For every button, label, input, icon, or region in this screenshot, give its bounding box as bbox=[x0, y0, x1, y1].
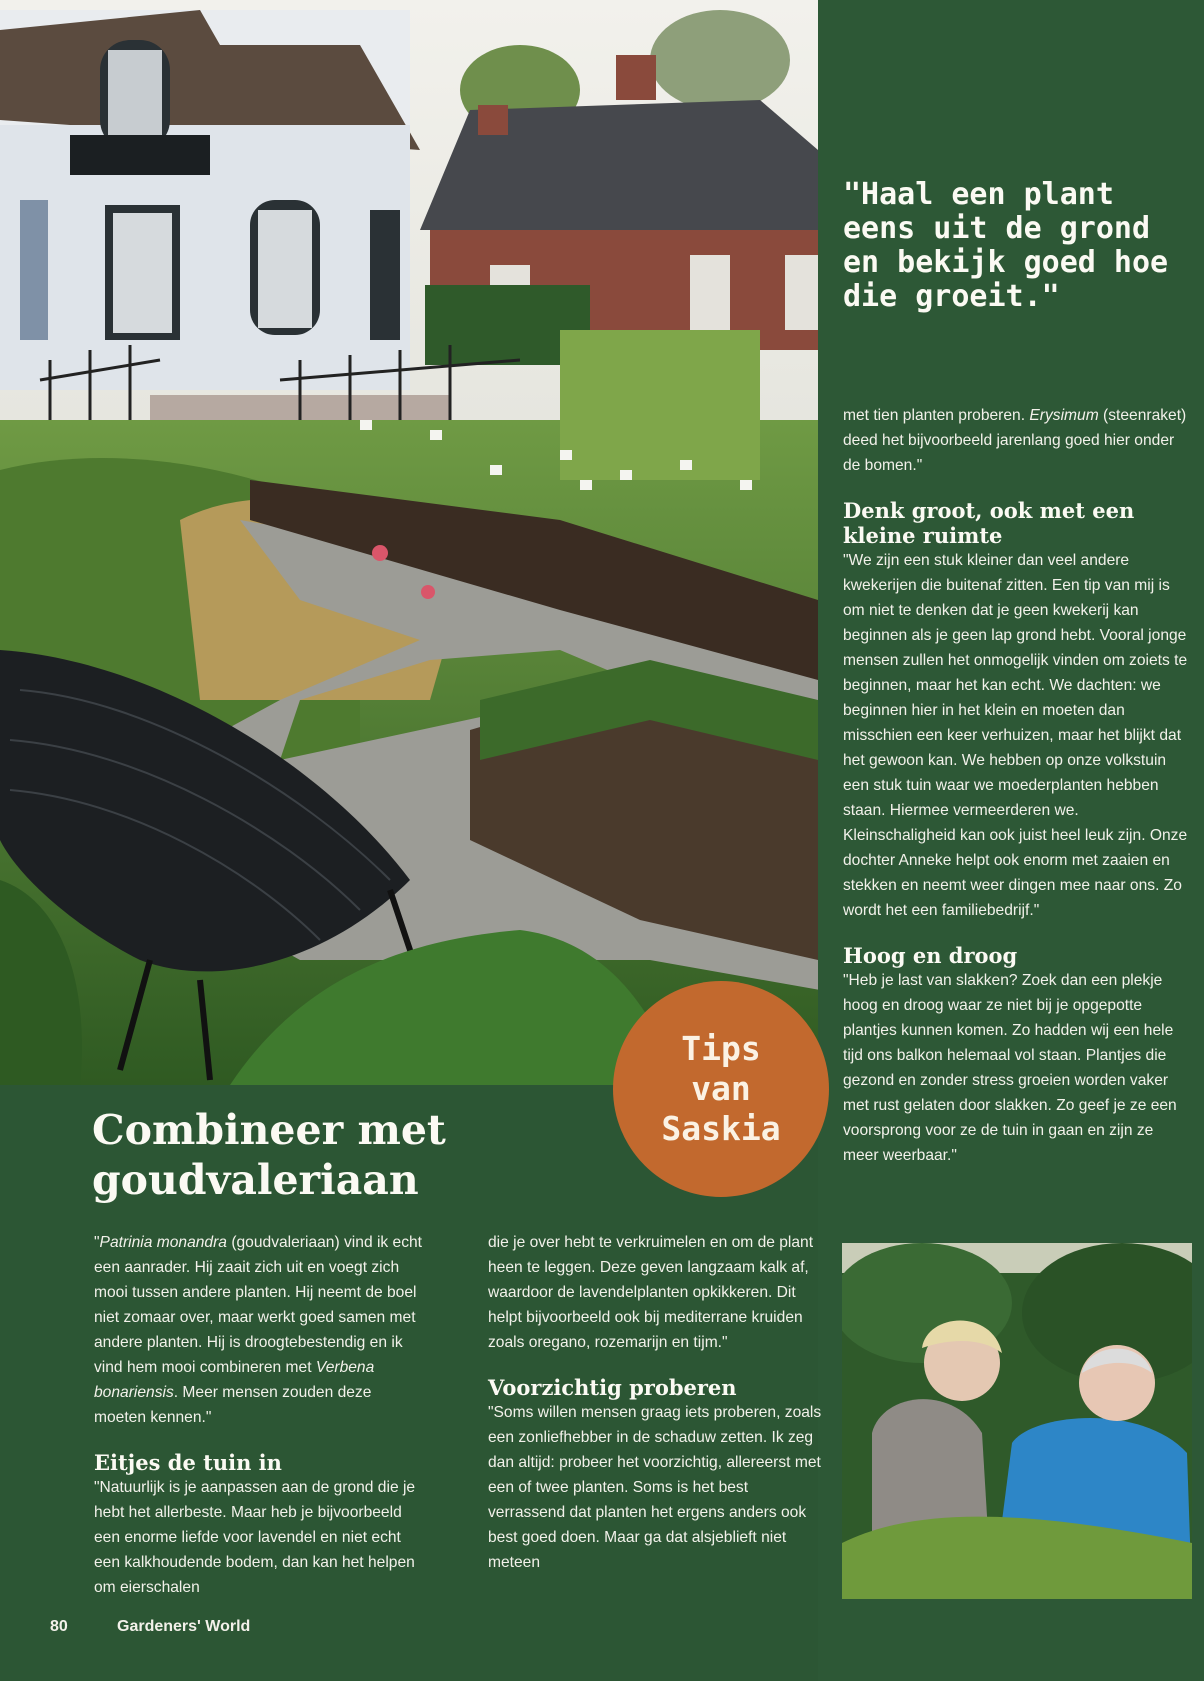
tips-badge bbox=[613, 981, 829, 1197]
garden-photo bbox=[0, 0, 818, 1085]
section-body-eitjes: "Natuurlijk is je aanpassen aan de grond die je hebt het allerbeste. Maar heb je bijvoorbeeld een enorme liefde voor lavendel en niet echt een kalkhoudende bodem, dan kan het helpen om eierschalen bbox=[94, 1479, 416, 1596]
right-intro-text: met tien planten proberen. Erysimum (steenraket) deed het bijvoorbeeld jarenlang goed hier onder de bomen." bbox=[843, 407, 1187, 474]
section-heading-hoog-en-droog: Hoog en droog bbox=[843, 943, 1018, 968]
article-headline: Combineer met goudvaleriaan bbox=[92, 1106, 446, 1204]
left-intro-text: "Patrinia monandra (goudvaleriaan) vind ik echt een aanrader. Hij zaait zich uit en voegt zich mooi tussen andere planten. Hij neemt de boel niet zomaar over, maar werkt goed samen met andere planten. Hij is droogtebestendig en ik vind hem mooi combineren met Verbena bonariensis. Meer mensen zouden deze moeten kennen." bbox=[94, 1234, 423, 1426]
section-heading-eitjes: Eitjes de tuin in bbox=[94, 1450, 282, 1475]
middle-column bbox=[488, 1230, 822, 1575]
tips-badge-text: Tips van Saskia bbox=[661, 1029, 781, 1148]
magazine-name: Gardeners' World bbox=[117, 1618, 251, 1635]
section-heading-voorzichtig: Voorzichtig proberen bbox=[488, 1375, 737, 1400]
section-heading-denk-groot: Denk groot, ook met een kleine ruimte bbox=[843, 498, 1135, 548]
right-column bbox=[843, 403, 1191, 1168]
garden-photo-illustration bbox=[0, 0, 818, 1085]
middle-intro-text: die je over hebt te verkruimelen en om de plant heen te leggen. Deze geven langzaam kalk af, waardoor de lavendelplanten opkikkeren. Dit helpt bijvoorbeeld ook bij mediterrane kruiden zoals oregano, rozemarijn en tijm." bbox=[488, 1234, 814, 1351]
conversation-photo bbox=[842, 1243, 1192, 1599]
page-number: 80 bbox=[50, 1618, 68, 1635]
section-body-voorzichtig: "Soms willen mensen graag iets proberen, zoals een zonliefhebber in de schaduw zetten. Ik zeg dan altijd: probeer het voorzichtig, allereerst met een of twee planten. Soms is het best verrassend dat planten het ergens anders ook best goed doen. Maar ga dat alsjeblieft niet meteen bbox=[488, 1404, 822, 1571]
section-body-denk-groot: "We zijn een stuk kleiner dan veel andere kwekerijen die buitenaf zitten. Een tip van mij is om niet te denken dat je geen kwekerij kan beginnen als je geen lap grond hebt. Vooral jonge mensen zullen het onmogelijk vinden om zoiets te beginnen, maar het kan echt. We dachten: we beginnen hier in het klein en moeten dan misschien een keer verhuizen, maar het blijkt dat het gewoon kan. We hebben op onze volkstuin een stuk tuin waar we moederplanten hebben staan. Hiermee vermeerderen we. Kleinschaligheid kan ook juist heel leuk zijn. Onze dochter Anneke helpt ook enorm met zaaien en stekken en neemt weer dingen mee naar ons. Zo wordt het een familiebedrijf." bbox=[843, 552, 1188, 919]
conversation-photo-illustration bbox=[842, 1243, 1192, 1599]
pull-quote: "Haal een plant eens uit de grond en bekijk goed hoe die groeit." bbox=[843, 177, 1169, 314]
section-body-hoog-en-droog: "Heb je last van slakken? Zoek dan een plekje hoog en droog waar ze niet bij je opgepotte plantjes kunnen komen. Zo hadden wij een hele tijd ons balkon helemaal vol staan. Plantjes die gezond en zonder stress groeien worden vaker met rust gelaten door slakken. Zo geef je ze een voorsprong voor ze de tuin in gaan en zijn ze meer weerbaar." bbox=[843, 972, 1177, 1164]
left-column bbox=[94, 1230, 424, 1600]
